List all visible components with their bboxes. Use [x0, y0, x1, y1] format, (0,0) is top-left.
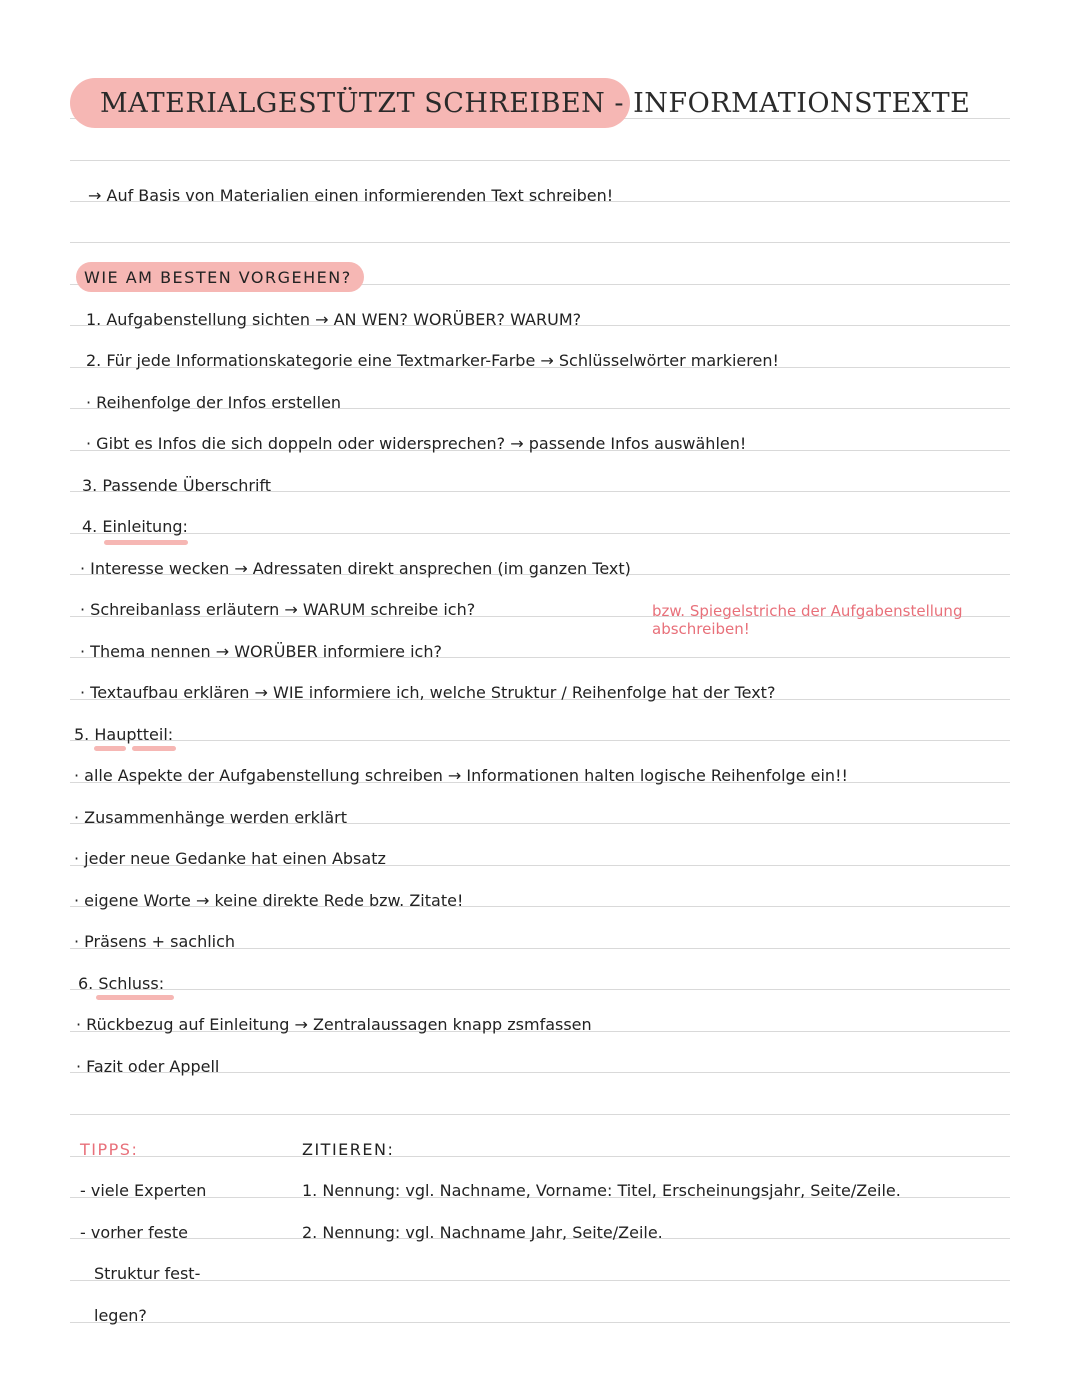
step-line: · Rückbezug auf Einleitung → Zentralaussagen knapp zsmfassen: [76, 1015, 592, 1034]
step-line: · Präsens + sachlich: [74, 932, 236, 951]
tips-heading: TIPPS:: [80, 1140, 139, 1159]
step-line: 3. Passende Überschrift: [82, 476, 272, 495]
tips-line: legen?: [94, 1306, 147, 1325]
step-line: · Zusammenhänge werden erklärt: [74, 808, 347, 827]
subheading-hauptteil: 5. Hauptteil:: [74, 725, 174, 744]
section-heading: WIE AM BESTEN VORGEHEN?: [84, 268, 352, 287]
rule-line: [70, 1280, 1010, 1281]
citing-heading: ZITIEREN:: [302, 1140, 395, 1159]
hauptteil-underline-2: [132, 746, 176, 751]
subheading-schluss: 6. Schluss:: [78, 974, 165, 993]
tips-line: Struktur fest-: [94, 1264, 201, 1283]
schluss-underline: [96, 995, 174, 1000]
step-line: 1. Aufgabenstellung sichten → AN WEN? WORÜBER? WARUM?: [86, 310, 582, 329]
rule-line: [70, 1114, 1010, 1115]
step-line: · eigene Worte → keine direkte Rede bzw. Zitate!: [74, 891, 464, 910]
citing-line: 1. Nennung: vgl. Nachname, Vorname: Titel, Erscheinungsjahr, Seite/Zeile.: [302, 1181, 901, 1200]
einleitung-underline: [104, 540, 188, 545]
rule-line: [70, 1322, 1010, 1323]
rule-line: [70, 989, 1010, 990]
step-line: · alle Aspekte der Aufgabenstellung schreiben → Informationen halten logische Reihenfolge ein!!: [74, 766, 848, 785]
intro-text: → Auf Basis von Materialien einen informierenden Text schreiben!: [88, 186, 614, 205]
rule-line: [70, 533, 1010, 534]
step-line: · Interesse wecken → Adressaten direkt ansprechen (im ganzen Text): [80, 559, 631, 578]
step-line: 2. Für jede Informationskategorie eine Textmarker-Farbe → Schlüsselwörter markieren!: [86, 351, 779, 370]
rule-line: [70, 740, 1010, 741]
tips-line: - viele Experten: [80, 1181, 207, 1200]
step-line: · Textaufbau erklären → WIE informiere ich, welche Struktur / Reihenfolge hat der Text?: [80, 683, 776, 702]
hauptteil-underline-1: [94, 746, 126, 751]
rule-line: [70, 242, 1010, 243]
subheading-einleitung: 4. Einleitung:: [82, 517, 188, 536]
rule-line: [70, 160, 1010, 161]
step-line: · Reihenfolge der Infos erstellen: [86, 393, 342, 412]
step-line: · Thema nennen → WORÜBER informiere ich?: [80, 642, 442, 661]
tips-line: - vorher feste: [80, 1223, 188, 1242]
step-line: · Gibt es Infos die sich doppeln oder widersprechen? → passende Infos auswählen!: [86, 434, 747, 453]
step-line: · jeder neue Gedanke hat einen Absatz: [74, 849, 386, 868]
step-line: · Schreibanlass erläutern → WARUM schreibe ich?: [80, 600, 476, 619]
rule-line: [70, 1156, 1010, 1157]
side-note: bzw. Spiegelstriche der Aufgabenstellung abschreiben!: [652, 602, 963, 638]
page-title: MATERIALGESTÜTZT SCHREIBEN - INFORMATIONSTEXTE: [100, 88, 971, 119]
step-line: · Fazit oder Appell: [76, 1057, 220, 1076]
citing-line: 2. Nennung: vgl. Nachname Jahr, Seite/Zeile.: [302, 1223, 663, 1242]
